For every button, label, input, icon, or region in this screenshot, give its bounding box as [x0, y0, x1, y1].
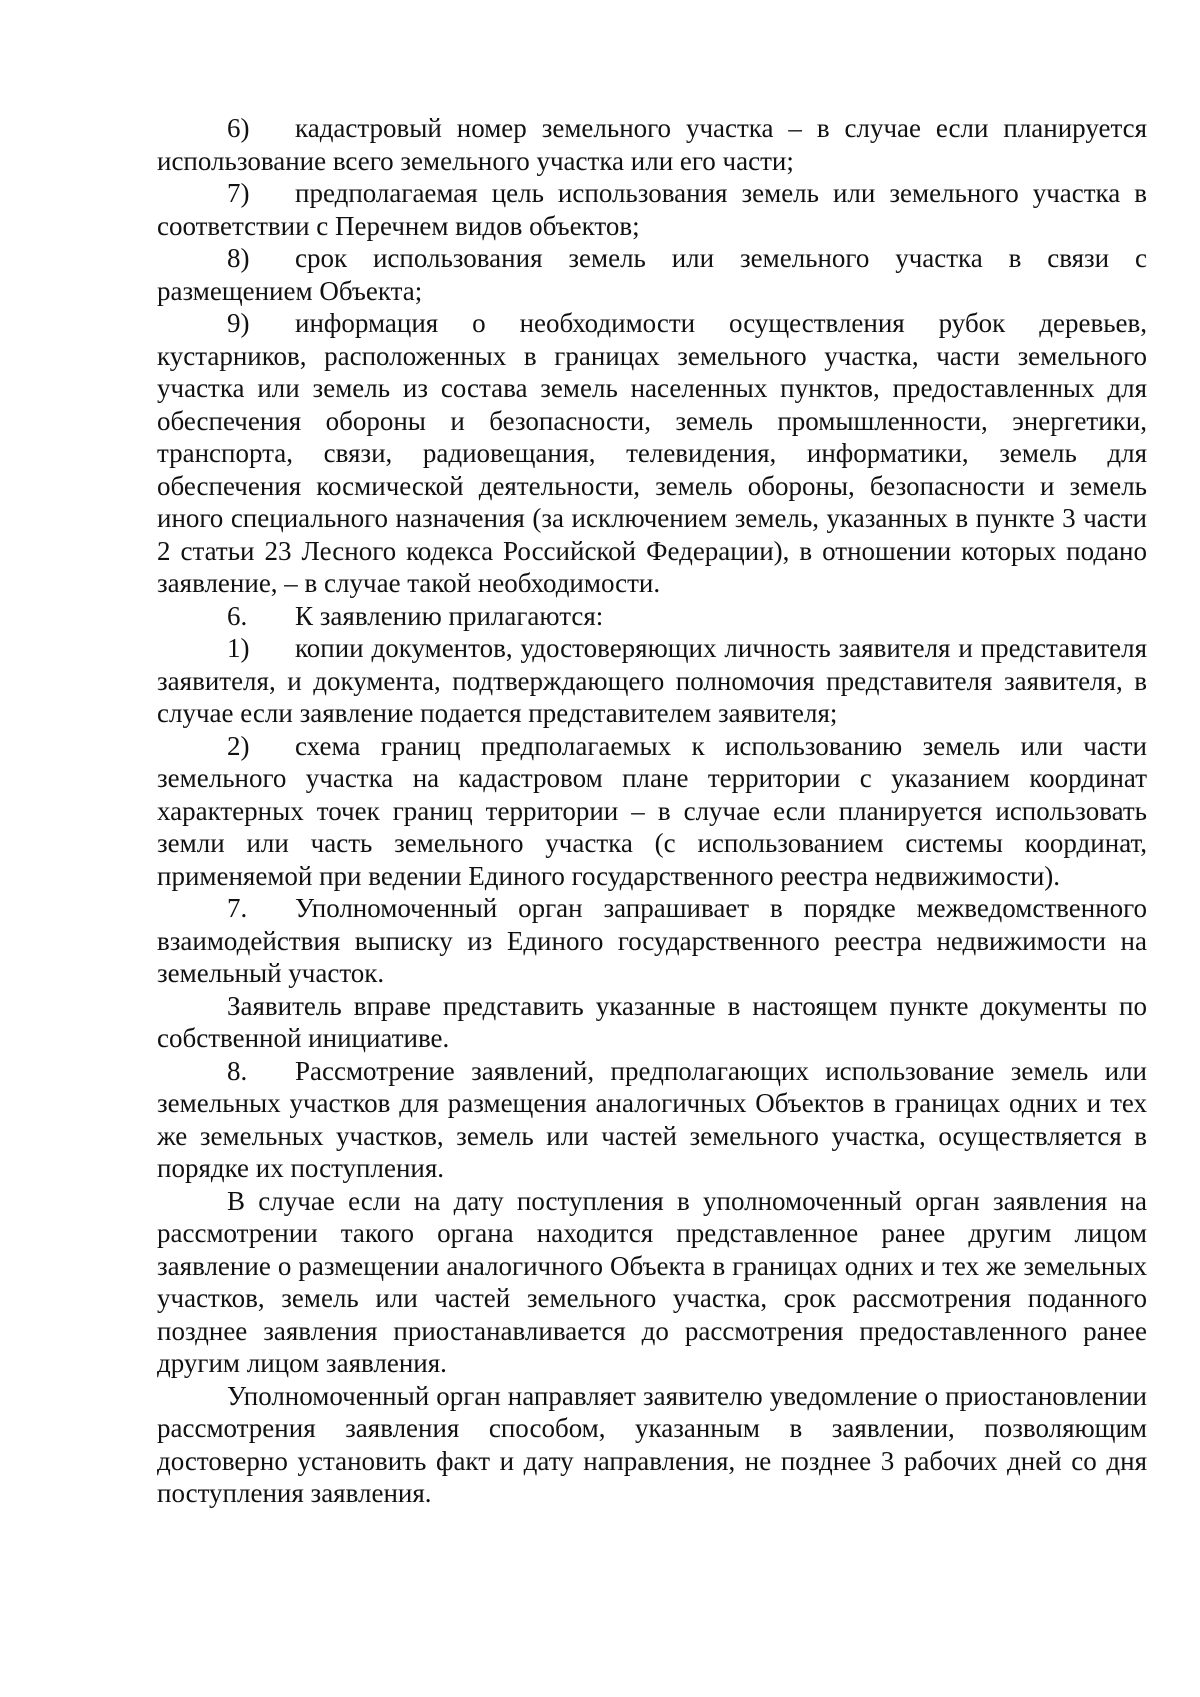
paragraph-applicant-right [157, 990, 1147, 1055]
paragraph-attachment-2 [157, 730, 1147, 893]
paragraph-clause-6 [157, 600, 1147, 633]
paragraph-text: В случае если на дату поступления в уполномоченный орган заявления на рассмотрении такого органа находится представленное ранее другим лицом заявление о размещении аналогичного Объекта в границах одних и тех же земельных участков, земель или частей земельного участка, срок рассмотрения поданного позднее заявления приостанавливается до рассмотрения предоставленного ранее другим лицом заявления. [157, 1185, 1147, 1378]
paragraph-item-7 [157, 177, 1147, 242]
clause-number: 7. [227, 893, 248, 923]
paragraph-text: копии документов, удостоверяющих личность заявителя и представителя заявителя, и документа, подтверждающего полномочия представителя заявителя, в случае если заявление подается представителем заявителя; [157, 633, 1147, 728]
item-number: 9) [227, 308, 250, 338]
paragraph-notification [157, 1380, 1147, 1510]
paragraph-text: К заявлению прилагаются: [295, 600, 604, 631]
paragraph-text: Уполномоченный орган направляет заявителю уведомление о приостановлении рассмотрения заявления способом, указанным в заявлении, позволяющим достоверно установить факт и дату направления, не позднее 3 рабочих дней со дня поступления заявления. [157, 1380, 1147, 1508]
paragraph-text: Рассмотрение заявлений, предполагающих использование земель или земельных участков для размещения аналогичных Объектов в границах одних и тех же земельных участков, земель или частей земельного участка, осуществляется в порядке их поступления. [157, 1055, 1147, 1183]
paragraph-clause-8 [157, 1055, 1147, 1185]
clause-number: 8. [227, 1055, 248, 1086]
clause-number: 6. [227, 600, 248, 631]
item-number: 8) [227, 243, 250, 273]
item-number: 7) [227, 178, 250, 208]
paragraph-text: предполагаемая цель использования земель или земельного участка в соответствии с Перечнем видов объектов; [157, 178, 1147, 241]
paragraph-clause-7 [157, 892, 1147, 990]
paragraph-text: Уполномоченный орган запрашивает в порядке межведомственного взаимодействия выписку из Единого государственного реестра недвижимости на земельный участок. [157, 893, 1147, 988]
document-body [157, 112, 1147, 1510]
item-number: 1) [227, 633, 250, 663]
paragraph-attachment-1 [157, 632, 1147, 730]
paragraph-text: информация о необходимости осуществления рубок деревьев, кустарников, расположенных в границах земельного участка, части земельного участка или земель из состава земель населенных пунктов, предоставленных для обеспечения обороны и безопасности, земель промышленности, энергетики, транспорта, связи, радиовещания, телевидения, информатики, земель для обеспечения космической деятельности, земель обороны, безопасности и земель иного специального назначения (за исключением земель, указанных в пункте 3 части 2 статьи 23 Лесного кодекса Российской Федерации), в отношении которых подано заявление, – в случае такой необходимости. [157, 308, 1147, 598]
paragraph-text: Заявитель вправе представить указанные в настоящем пункте документы по собственной инициативе. [157, 990, 1147, 1053]
item-number: 6) [227, 113, 250, 143]
paragraph-text: срок использования земель или земельного участка в связи с размещением Объекта; [157, 243, 1147, 306]
paragraph-text: схема границ предполагаемых к использованию земель или части земельного участка на кадастровом плане территории с указанием координат характерных точек границ территории – в случае если планируется использовать земли или часть земельного участка (с использованием системы координат, применяемой при ведении Единого государственного реестра недвижимости). [157, 730, 1147, 891]
paragraph-text: кадастровый номер земельного участка – в случае если планируется использование всего земельного участка или его части; [157, 113, 1147, 176]
paragraph-item-8 [157, 242, 1147, 307]
paragraph-item-6 [157, 112, 1147, 177]
paragraph-item-9 [157, 307, 1147, 600]
paragraph-suspension [157, 1185, 1147, 1380]
item-number: 2) [227, 730, 250, 761]
